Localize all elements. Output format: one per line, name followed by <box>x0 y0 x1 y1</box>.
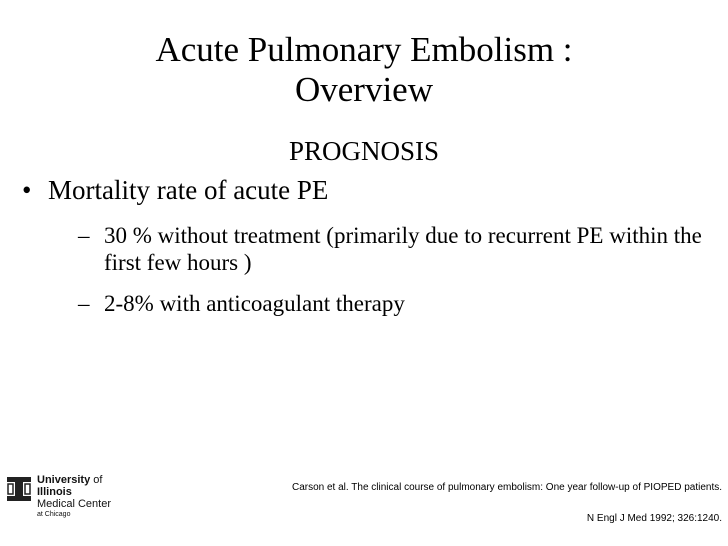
logo-line4: at Chicago <box>37 511 71 518</box>
sub-bullet-text: 30 % without treatment (primarily due to recurrent PE within the first few hours ) <box>104 223 702 275</box>
citation-line2: N Engl J Med 1992; 326:1240. <box>586 513 722 524</box>
university-logo <box>6 474 126 538</box>
slide-subtitle: PROGNOSIS <box>288 136 440 166</box>
logo-line3: Medical Center <box>37 498 111 510</box>
logo-line2: Illinois <box>37 486 72 498</box>
citation-line1: Carson et al. The clinical course of pulmonary embolism: One year follow-up of PIOPED patients. <box>291 482 722 493</box>
bullet-marker: • <box>22 175 32 205</box>
citation <box>292 480 722 526</box>
illinois-i-logo-icon <box>6 476 32 502</box>
logo-line1-rest: of <box>90 474 103 486</box>
sub-bullet-text: 2-8% with anticoagulant therapy <box>104 291 405 316</box>
slide-title-line1: Acute Pulmonary Embolism : <box>155 30 573 69</box>
slide-title-line2: Overview <box>294 70 433 109</box>
dash-marker: – <box>78 291 90 316</box>
dash-marker: – <box>78 223 90 248</box>
bullet-item <box>22 174 328 206</box>
logo-line1-bold: University <box>37 474 91 486</box>
sub-bullet-item <box>78 290 706 317</box>
logo-text <box>37 474 111 520</box>
bullet-text: Mortality rate of acute PE <box>48 175 329 205</box>
sub-bullet-item <box>78 222 706 276</box>
slide-title <box>60 30 668 110</box>
